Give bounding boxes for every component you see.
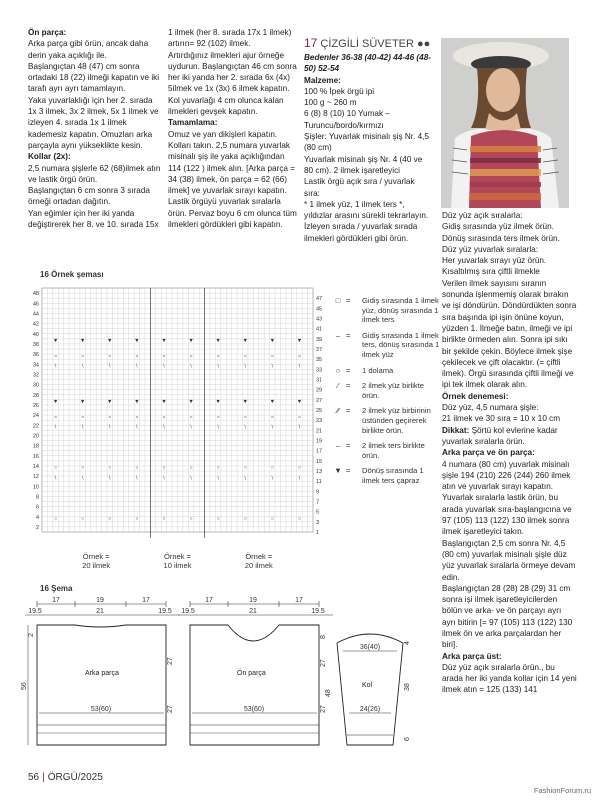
- front-side-3: 27: [320, 705, 327, 713]
- chart-symbol: \: [109, 363, 111, 370]
- chart-symbol: \: [190, 424, 192, 431]
- repeat-label-a: Örnek =: [245, 552, 273, 561]
- chart-symbol: \: [136, 424, 138, 431]
- chart-symbol: \: [244, 363, 246, 370]
- legend-text: Gidiş sırasında 1 ilmek ters, dönüş sırasında 1 ilmek yüz: [362, 330, 440, 359]
- col3-para: Bedenler 36-38 (40-42) 44-46 (48-50) 52-54: [304, 53, 431, 74]
- col1-para: Kollar (2x):: [28, 152, 71, 162]
- sleeve-side-1: 4: [404, 641, 411, 645]
- chart-symbol: ○: [243, 414, 247, 421]
- col4-para: Düz yüz açık sıralarla örün., bu arada her iki yanda kollar için 14 yeni ilmek atın = 125 (133) 141: [442, 662, 577, 695]
- left-tick: 38: [32, 341, 39, 348]
- chart-symbol: \: [271, 363, 274, 370]
- chart-symbol: ○: [108, 465, 112, 472]
- left-tick: 36: [32, 352, 39, 359]
- col2-para: Tamamlama:: [168, 118, 218, 128]
- chart-title: 16 Örnek şeması: [40, 270, 104, 279]
- column-4: [442, 210, 577, 696]
- right-tick: 23: [316, 418, 323, 425]
- chart-symbol: ▼: [107, 338, 113, 345]
- chart-symbol: \: [109, 424, 111, 431]
- chart-symbol: ▼: [242, 399, 248, 406]
- chart-symbol: ▼: [134, 338, 140, 345]
- chart-symbol: \: [244, 424, 246, 431]
- magazine-name: ÖRGÜ/2025: [47, 772, 103, 783]
- left-tick: 26: [32, 402, 39, 409]
- chart-symbol: \: [244, 475, 246, 482]
- page-footer: 56 | ÖRGÜ/2025: [28, 772, 103, 783]
- chart-symbol: \: [109, 475, 111, 482]
- chart-symbol: ○: [243, 516, 247, 523]
- chart-symbol: \: [81, 363, 84, 370]
- chart-symbol: ▼: [161, 338, 167, 345]
- front-piece: [178, 597, 333, 745]
- pattern-name: ÇİZGİLİ SÜVETER: [320, 38, 414, 50]
- chart-symbol: ○: [54, 414, 58, 421]
- legend-text: 1 dolama: [362, 365, 394, 375]
- chart-symbol: \: [163, 424, 165, 431]
- right-tick: 27: [316, 397, 323, 404]
- chart-symbol: \: [54, 363, 57, 370]
- chart-symbol: \: [298, 363, 301, 370]
- back-side-1: 2: [28, 633, 35, 637]
- chart-symbol: ▼: [79, 399, 86, 406]
- chart-symbol: \: [271, 475, 274, 482]
- right-tick: 13: [316, 469, 323, 475]
- sleeve-top: 36(40): [359, 644, 381, 651]
- chart-symbol: \: [298, 475, 301, 482]
- right-tick: 37: [316, 347, 323, 353]
- col3-para: * 1 ilmek yüz, 1 ilmek ters *, yıldızlar arasını sürekli tekrarlayın. İzleyen sırada / yuvarlak sırada ilmekleri gördükleri gibi örün.: [304, 199, 429, 243]
- legend-symbol: ▼: [334, 466, 342, 476]
- right-tick: 47: [316, 296, 323, 303]
- sleeve-bottom: 24(26): [359, 706, 381, 713]
- chart-symbol: \: [163, 363, 165, 370]
- chart-symbol: ○: [297, 353, 301, 360]
- chart-symbol: ○: [162, 414, 166, 421]
- model-photo: [441, 38, 569, 208]
- left-tick: 2: [35, 524, 39, 531]
- legend-text: 2 ilmek yüz birlikte örün.: [362, 381, 425, 400]
- col3-para: Yuvarlak misinalı şiş Nr. 4 (40 ve 80 cm). 2 ilmek işaretleyici: [304, 154, 423, 175]
- right-tick: 45: [316, 306, 323, 313]
- legend-equals: =: [346, 365, 351, 375]
- chart-symbol: ○: [243, 465, 247, 472]
- front-top-1: 17: [205, 597, 213, 604]
- right-tick: 15: [316, 458, 323, 465]
- front-top2-1: 19.5: [181, 608, 195, 615]
- chart-symbol: ▼: [296, 399, 303, 406]
- chart-symbol: \: [163, 475, 165, 482]
- left-tick: 30: [32, 382, 39, 389]
- front-side-2: 27: [320, 659, 327, 667]
- col1-para: Arka parça gibi örün, ancak daha derin yaka açıklığı ile.: [28, 39, 149, 60]
- chart-symbol: \: [81, 475, 84, 482]
- chart-symbol: ▼: [107, 399, 113, 406]
- chart-symbol: ▼: [215, 399, 221, 406]
- chart-symbol: ○: [216, 414, 220, 421]
- legend-item: [332, 296, 440, 325]
- back-side-3: 27: [167, 705, 174, 713]
- right-tick: 17: [316, 448, 323, 455]
- chart-symbol: ▼: [269, 338, 276, 345]
- repeat-label: [74, 552, 118, 570]
- chart-symbol: ○: [108, 516, 112, 523]
- left-tick: 34: [32, 362, 39, 369]
- repeat-label: [237, 552, 281, 570]
- right-tick: 9: [316, 489, 320, 496]
- chart-symbol: \: [81, 424, 84, 431]
- right-tick: 25: [316, 408, 323, 414]
- left-tick: 20: [32, 433, 39, 440]
- left-tick: 32: [32, 372, 39, 379]
- watermark: FashionForum.ru: [533, 786, 591, 795]
- right-tick: 7: [316, 499, 320, 506]
- col2-para: Kolları takın. 2,5 numara yuvarlak misinalı şiş ile yaka açıklığından 114 (122 ) ilmek alın. [Arka parça = 34 (38) ilmek, ön parça = 62 (66) ilmek] ve yuvarlak sırayı kapatın. Lastik örgüyü yuvarlak sıralarla örün. Pervaz boyu 6 cm olunca tüm ilmekleri gördükleri gibi kapatın.: [168, 140, 297, 230]
- front-top-3: 17: [295, 597, 303, 604]
- chart-symbol: ○: [297, 465, 301, 472]
- chart-symbol: ○: [81, 465, 85, 472]
- chart-symbol: \: [54, 424, 57, 431]
- col1-para: Başlangıçtan 48 (47) cm sonra ortadaki 18 (22) ilmeği kapatın ve iki tarafı ayrı ayrı tamamlayın.: [28, 61, 160, 94]
- left-tick: 12: [32, 474, 39, 481]
- chart-symbol: \: [217, 363, 219, 370]
- legend-text: 2 ilmek ters birlikte örün.: [362, 441, 425, 460]
- left-tick: 4: [35, 514, 39, 521]
- chart-symbol: ○: [54, 516, 58, 523]
- col4-para: 4 numara (80 cm) yuvarlak misinalı şişle 194 (210) 226 (244) 260 ilmek atın ve yuvarlak sırayı kapatın. Yuvarlak sıralarla lastik örün, bu arada yuvarlak sıra-başlangıcına ve 97 (105) 113 (122) 130 ilmek sonra ilmek işaretleyici takın.: [442, 459, 572, 537]
- chart-symbol: ○: [270, 414, 274, 421]
- right-tick: 19: [316, 438, 323, 445]
- back-top-3: 17: [142, 597, 150, 604]
- col1-para: Başlangıçtan 6 cm sonra 3 sırada örneği ortadan dağıtın.: [28, 186, 150, 207]
- chart-symbol: ○: [216, 516, 220, 523]
- col1-para: 2,5 numara şişlerle 62 (68)ilmek atın ve lastik örgü örün.: [28, 163, 161, 184]
- left-tick: 46: [32, 301, 39, 308]
- left-tick: 18: [32, 443, 39, 450]
- left-tick: 8: [35, 494, 39, 501]
- right-tick: 11: [316, 479, 322, 486]
- col4-para: Dikkat: Şörtü kol evlerine kadar yuvarlak sıralarla örün.: [442, 425, 558, 446]
- back-side-2: 27: [167, 657, 174, 665]
- chart-symbol: ○: [189, 414, 193, 421]
- chart-symbol: ○: [270, 516, 274, 523]
- sleeve-piece: [325, 634, 411, 745]
- legend-symbol: –: [335, 330, 341, 340]
- left-tick: 24: [32, 413, 39, 420]
- right-tick: 43: [316, 316, 323, 323]
- chart-symbol: ○: [81, 353, 85, 360]
- stitch-chart: [28, 282, 328, 547]
- chart-symbol: ○: [108, 353, 112, 360]
- col4-para: 21 ilmek ve 30 sıra = 10 x 10 cm: [442, 414, 561, 424]
- chart-symbol: ▼: [296, 338, 303, 345]
- legend-equals: =: [346, 406, 351, 416]
- right-tick: 39: [316, 336, 323, 343]
- sleeve-label: Kol: [362, 682, 373, 689]
- chart-symbol: \: [190, 363, 192, 370]
- col3-para: 100 % İpek örgü ipi: [304, 86, 375, 96]
- left-tick: 14: [32, 463, 39, 470]
- chart-symbol: \: [271, 424, 274, 431]
- back-top2-3: 19.5: [158, 608, 172, 615]
- right-tick: 31: [316, 377, 323, 384]
- right-tick: 1: [316, 530, 320, 536]
- chart-symbol: ○: [162, 353, 166, 360]
- back-top-2: 19: [96, 597, 104, 604]
- front-side-1: 8: [320, 635, 327, 639]
- repeat-label-a: Örnek =: [82, 552, 110, 561]
- right-tick: 41: [316, 326, 323, 333]
- legend-item: [332, 381, 440, 400]
- legend-symbol: ⁄⁄: [336, 406, 340, 416]
- chart-symbol: ○: [135, 516, 139, 523]
- chart-symbol: ▼: [188, 399, 194, 406]
- chart-symbol: ○: [189, 465, 193, 472]
- chart-legend: [332, 296, 440, 492]
- chart-symbol: ○: [162, 516, 166, 523]
- col4-para: Arka parça ve ön parça:: [442, 448, 535, 458]
- col1-para: Ön parça:: [28, 28, 67, 37]
- repeat-label-b: 10 ilmek: [163, 561, 192, 570]
- col4-para: Başlangıçtan 28 (28) 28 (29) 31 cm sonra işi ilmek işaretleyicilerden bölün ve arka- ve ön parçayı ayrı ayrı bitirin [= 97 (105) 113 (122) 130 ilmek ön ve arka parçalardan her biri].: [442, 583, 573, 650]
- right-tick: 35: [316, 357, 323, 364]
- left-tick: 28: [32, 392, 39, 399]
- chart-symbol: ○: [162, 465, 166, 472]
- col4-para: Verilen ilmek sayısını sıranın sonunda işlenmemiş olarak bırakın ve işi döndürün. Döndürdükten sonra sıra başında ipi işin önüne koyun, yüzden 1. İlmeğe batın, ilmeği ve ipi birlikte örmeden alın. Sonra ipi sıkı bir şekilde çekin. Böylece ilmek şişe çekilecek ve çift olacaktır. (= çiftli ilmek). Örgü sırasında çiftli ilmeği ve ipi tek ilmek olarak alın.: [442, 278, 577, 390]
- front-top-2: 19: [249, 597, 257, 604]
- chart-symbol: ○: [54, 353, 58, 360]
- col4-para: Arka parça üst:: [442, 651, 502, 661]
- left-tick: 16: [32, 453, 39, 460]
- legend-symbol: ⁄: [337, 381, 339, 391]
- legend-equals: =: [346, 330, 351, 340]
- chart-symbol: ○: [189, 353, 193, 360]
- chart-symbol: \: [136, 363, 138, 370]
- difficulty-dots: ●●: [417, 38, 431, 50]
- col4-para: Gidiş sırasında yüz ilmek örün. Dönüş sırasında ters ilmek örün.: [442, 222, 560, 243]
- legend-item: [332, 366, 440, 376]
- chart-symbol: \: [217, 475, 219, 482]
- legend-equals: =: [346, 441, 351, 451]
- repeat-label-b: 20 ilmek: [82, 561, 111, 570]
- chart-symbol: \: [190, 475, 192, 482]
- col2-para: Artırdığınız ilmekleri ajur örneğe uydurun. Başlangıçtan 46 cm sonra her iki yanda her 2. sırada 6x (4x) 5ilmek ve 1x (3x) 6 ilmek kapatın. Kol yuvarlağı 4 cm oluncа kalan ilmekleri gevşek kapatın.: [168, 50, 297, 117]
- chart-symbol: ▼: [52, 338, 59, 345]
- sleeve-height: 48: [325, 689, 332, 697]
- pattern-number: 17: [304, 36, 318, 50]
- col3-para: 100 g ~ 260 m: [304, 98, 357, 108]
- chart-symbol: ○: [135, 414, 139, 421]
- col4-para: Düz yüz açık sıralarla:: [442, 211, 523, 220]
- chart-symbol: ○: [243, 353, 247, 360]
- legend-equals: =: [346, 381, 351, 391]
- col4-para: Her yuvarlak sırayı yüz örün.: [442, 256, 547, 266]
- chart-symbol: \: [54, 475, 57, 482]
- bold-prefix: Dikkat:: [442, 425, 470, 435]
- legend-item: [332, 441, 440, 460]
- back-height: 56: [21, 682, 28, 690]
- left-tick: 10: [32, 484, 39, 491]
- chart-symbol: ▼: [79, 338, 86, 345]
- back-top2-1: 19.5: [28, 608, 42, 615]
- chart-symbol: ○: [54, 465, 58, 472]
- legend-text: Gidiş sırasında 1 ilmek yüz, dönüş sırasında 1 ilmek ters: [362, 296, 439, 325]
- chart-symbol: ○: [297, 516, 301, 523]
- front-top2-3: 19.5: [311, 608, 325, 615]
- chart-symbol: ○: [189, 516, 193, 523]
- legend-item: [332, 406, 440, 435]
- chart-symbol: ○: [270, 353, 274, 360]
- right-tick: 5: [316, 509, 320, 516]
- chart-symbol: \: [298, 424, 301, 431]
- chart-symbol: ○: [81, 414, 85, 421]
- back-piece: [21, 597, 180, 745]
- col1-para: Yan eğimler için her iki yanda değiştirerek her 8. ve 10. sırada 15x: [28, 208, 159, 230]
- legend-text: Dönüş sırasında 1 ilmek ters çapraz: [362, 466, 424, 485]
- chart-symbol: ○: [135, 353, 139, 360]
- col4-para: Örnek denemesi:: [442, 391, 509, 401]
- legend-equals: =: [346, 296, 351, 305]
- legend-symbol: ○: [335, 365, 341, 375]
- legend-equals: =: [346, 466, 351, 476]
- schema-title: 16 Şema: [40, 584, 73, 593]
- legend-text: 2 ilmek yüz birbirinin üstünden geçirerek birlikte örün.: [362, 406, 431, 435]
- back-top-1: 17: [52, 597, 60, 604]
- chart-symbol: ▼: [161, 399, 167, 406]
- legend-symbol: □: [335, 296, 341, 305]
- legend-item: [332, 466, 440, 485]
- right-tick: 29: [316, 387, 323, 394]
- chart-symbol: ○: [216, 353, 220, 360]
- col4-para: Düz yüz, 4,5 numara şişle:: [442, 403, 539, 413]
- chart-symbol: ▼: [215, 338, 221, 345]
- chart-symbol: ▼: [269, 399, 276, 406]
- col4-para: Başlangıçtan 2,5 cm sonra Nr. 4,5 (80 cm) yuvarlak misinalı şişle düz yüz yuvarlak sıralarla örmeye devam edin.: [442, 538, 576, 582]
- page-number: 56: [28, 772, 40, 783]
- repeat-label: [156, 552, 200, 570]
- column-2: [168, 27, 298, 230]
- right-tick: 3: [316, 519, 320, 526]
- chart-symbol: ○: [270, 465, 274, 472]
- back-bottom: 53(60): [90, 706, 112, 713]
- sleeve-side-3: 6: [404, 737, 411, 741]
- left-tick: 6: [35, 504, 39, 511]
- left-tick: 22: [32, 423, 39, 430]
- chart-symbol: ▼: [52, 399, 59, 406]
- schema-diagram: [21, 595, 445, 760]
- chart-symbol: ○: [216, 465, 220, 472]
- front-label: Ön parça: [237, 670, 266, 677]
- front-bottom: 53(60): [243, 706, 265, 713]
- left-tick: 44: [32, 311, 39, 318]
- chart-symbol: ○: [81, 516, 85, 523]
- front-top2-2: 21: [249, 608, 257, 615]
- col2-para: 1 ilmek (her 8. sırada 17x 1 ilmek) artırın= 92 (102) ilmek.: [168, 28, 292, 49]
- pattern-title: [304, 38, 439, 50]
- col3-para: Malzeme:: [304, 75, 341, 85]
- legend-item: [332, 331, 440, 360]
- column-3: [304, 52, 432, 244]
- col1-para: Yaka yuvarlaklığı için her 2. sırada 1x 3 ilmek, 3x 2 ilmek, 5x 1 ilmek ve izleyen 4. sırada 1x 1 ilmek kademesiz kapatın. Omuzları arka parçayla aynı yükseklikte kesin.: [28, 95, 159, 150]
- chart-symbol: \: [136, 475, 138, 482]
- col3-para: Lastik örgü açık sıra / yuvarlak sıra:: [304, 177, 415, 198]
- repeat-label-b: 20 ilmek: [244, 561, 273, 570]
- chart-symbol: ▼: [134, 399, 140, 406]
- left-tick: 48: [32, 291, 39, 298]
- left-tick: 40: [32, 331, 39, 338]
- chart-symbol: ○: [297, 414, 301, 421]
- back-label: Arka parça: [85, 670, 119, 677]
- col4-para: Düz yüz yuvarlak sıralarla:: [442, 244, 539, 254]
- right-tick: 21: [316, 428, 323, 435]
- back-top2-2: 21: [96, 608, 104, 615]
- chart-symbol: ○: [108, 414, 112, 421]
- chart-symbol: ▼: [188, 338, 194, 345]
- chart-symbol: \: [217, 424, 219, 431]
- chart-symbol: ○: [135, 465, 139, 472]
- sleeve-side-2: 38: [404, 683, 411, 691]
- right-tick: 33: [316, 367, 323, 374]
- legend-symbol: –: [335, 441, 341, 451]
- col3-para: Şişler: Yuvarlak misinalı şiş Nr. 4,5 (80 cm): [304, 132, 429, 153]
- left-tick: 42: [32, 321, 39, 328]
- col3-para: 6 (8) 8 (10) 10 Yumak – Turuncu/bordo/kırmızı: [304, 109, 390, 130]
- chart-symbol: ▼: [242, 338, 248, 345]
- col2-para: Omuz ve yan dikişleri kapatın.: [168, 129, 278, 139]
- column-1: [28, 27, 163, 230]
- repeat-label-a: Örnek =: [164, 552, 191, 561]
- col4-para: Kısaltılmış sıra çiftli ilmekle: [442, 267, 540, 277]
